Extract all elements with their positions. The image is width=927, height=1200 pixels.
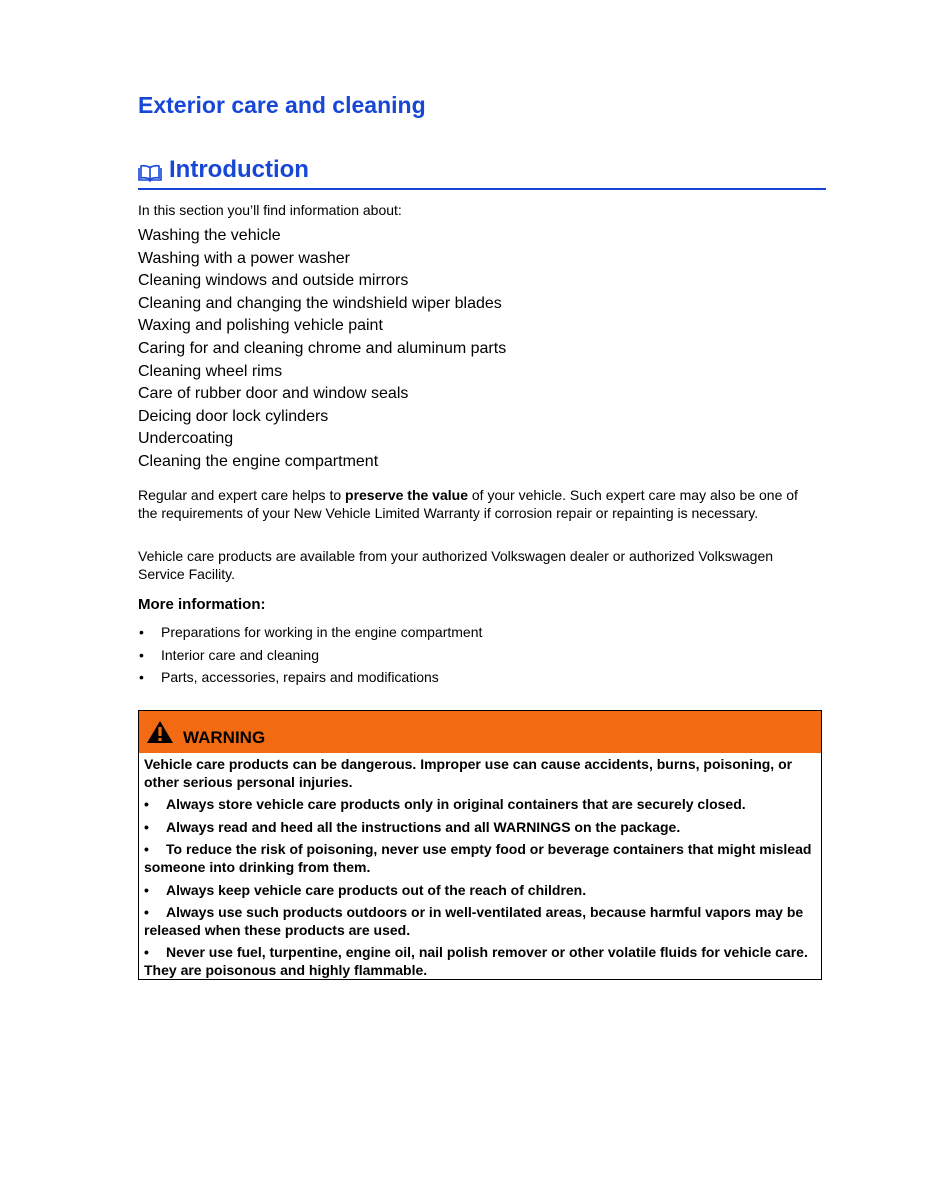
warning-item-text: Always keep vehicle care products out of the reach of children. bbox=[166, 881, 587, 898]
topic-item: Cleaning windows and outside mirrors bbox=[138, 272, 409, 290]
warning-item bbox=[144, 841, 814, 876]
warning-label: WARNING bbox=[183, 728, 266, 747]
topic-item: Cleaning wheel rims bbox=[138, 362, 283, 380]
more-info-link-text: Preparations for working in the engine compartment bbox=[161, 624, 483, 640]
more-info-list bbox=[138, 621, 482, 689]
warning-item-text: Always use such products outdoors or in well-ventilated areas, because harmful vapors may be released when these products are used. bbox=[144, 904, 804, 938]
bullet: • bbox=[144, 796, 149, 813]
bullet: • bbox=[144, 881, 149, 898]
topic-list bbox=[138, 225, 506, 474]
care-paragraph-emphasis: preserve the value bbox=[345, 487, 468, 503]
care-paragraph-start: Regular and expert care helps to bbox=[138, 487, 346, 503]
care-paragraph bbox=[138, 487, 818, 522]
warning-item-text: Always store vehicle care products only in original containers that are securely closed. bbox=[166, 796, 746, 813]
chapter-title: Exterior care and cleaning bbox=[138, 92, 426, 118]
warning-header bbox=[139, 711, 821, 753]
bullet: • bbox=[144, 841, 149, 858]
warning-item bbox=[144, 944, 814, 979]
warning-item bbox=[144, 882, 814, 900]
topic-item: Cleaning the engine compartment bbox=[138, 452, 379, 470]
more-info-link-text: Parts, accessories, repairs and modifications bbox=[161, 669, 439, 685]
warning-item bbox=[144, 819, 814, 837]
topic-item: Cleaning and changing the windshield wiper blades bbox=[138, 294, 502, 312]
bullet: • bbox=[139, 646, 144, 663]
warning-item-text: To reduce the risk of poisoning, never use empty food or beverage containers that might mislead someone into drinking from them. bbox=[144, 841, 812, 875]
warning-item bbox=[144, 904, 814, 939]
warning-triangle-icon bbox=[146, 720, 174, 744]
more-info-title: More information: bbox=[138, 596, 266, 613]
warning-item-text: Always read and heed all the instructions and all WARNINGS on the package. bbox=[166, 818, 681, 835]
topic-item: Washing the vehicle bbox=[138, 227, 281, 244]
more-info-link[interactable] bbox=[138, 621, 482, 644]
book-icon bbox=[138, 164, 162, 182]
section-heading bbox=[138, 156, 826, 190]
topic-item: Undercoating bbox=[138, 430, 234, 448]
topic-item: Waxing and polishing vehicle paint bbox=[138, 317, 383, 335]
care-paragraph-end: of your vehicle. Such expert care may also be one of the requirements of your New Vehicle Limited Warranty if corrosion repair or repainting is necessary. bbox=[138, 487, 798, 521]
intro-text: In this section you’ll find information about: bbox=[138, 202, 402, 218]
topic-item: Care of rubber door and window seals bbox=[138, 385, 409, 403]
more-info-link-text: Interior care and cleaning bbox=[161, 646, 319, 663]
topic-item: Washing with a power washer bbox=[138, 249, 350, 267]
topic-item: Caring for and cleaning chrome and aluminum parts bbox=[138, 339, 507, 357]
warning-box bbox=[138, 710, 822, 980]
products-paragraph: Vehicle care products are available from your authorized Volkswagen dealer or authorized Volkswagen Service Facility. bbox=[138, 548, 774, 582]
warning-item bbox=[144, 796, 814, 814]
warning-body bbox=[144, 756, 814, 985]
warning-intro: Vehicle care products can be dangerous. Improper use can cause accidents, burns, poisoning, or other serious personal injuries. bbox=[144, 756, 793, 790]
bullet: • bbox=[139, 669, 144, 685]
topic-item: Deicing door lock cylinders bbox=[138, 407, 329, 425]
bullet: • bbox=[144, 944, 149, 961]
bullet: • bbox=[139, 624, 144, 640]
section-title: Introduction bbox=[169, 156, 309, 183]
warning-item-text: Never use fuel, turpentine, engine oil, nail polish remover or other volatile fluids for vehicle care. They are poisonous and highly flammable. bbox=[144, 944, 808, 978]
more-info-link[interactable] bbox=[138, 644, 482, 667]
bullet: • bbox=[144, 904, 149, 921]
bullet: • bbox=[144, 818, 149, 835]
more-info-link[interactable] bbox=[138, 666, 482, 689]
